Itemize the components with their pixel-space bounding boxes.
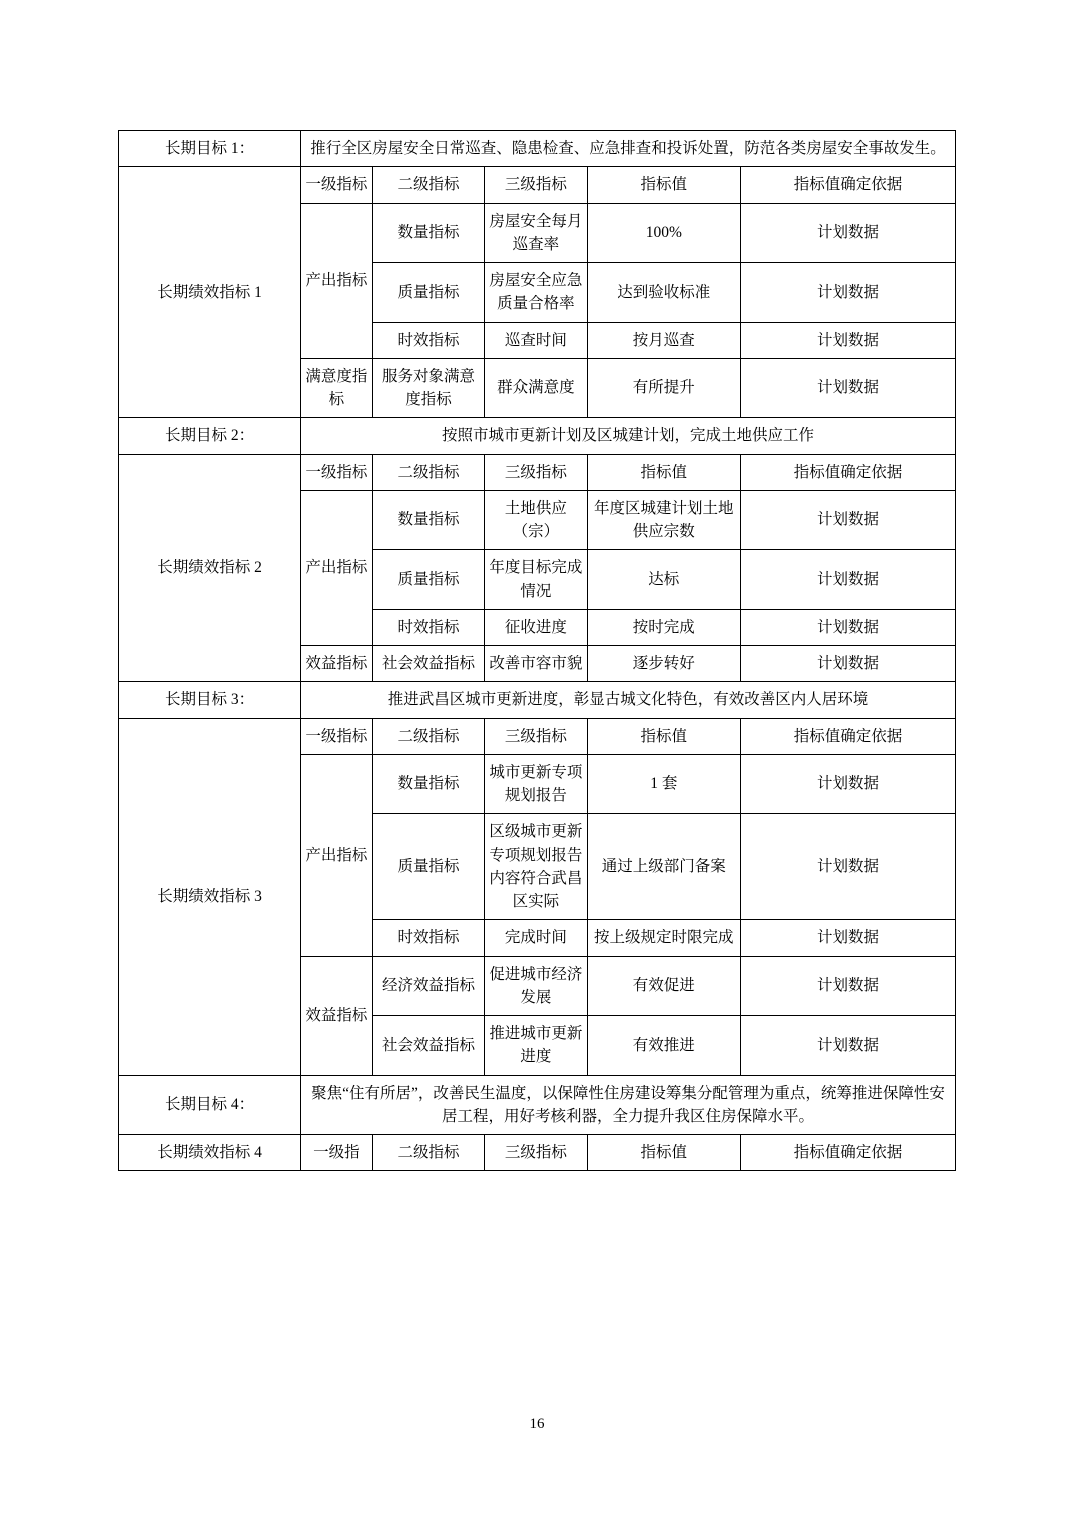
indicator1-group2-level1: 满意度指标 [301, 358, 373, 418]
indicator2-level2: 数量指标 [372, 490, 485, 550]
indicator3-level2: 时效指标 [372, 920, 485, 956]
indicator1-level3: 巡查时间 [485, 322, 587, 358]
indicator1-header-level2: 二级指标 [372, 167, 485, 203]
indicator3-value: 按上级规定时限完成 [587, 920, 740, 956]
indicator3-header-basis: 指标值确定依据 [741, 718, 956, 754]
goal4-label: 长期目标 4： [119, 1075, 301, 1135]
indicator1-level2: 质量指标 [372, 263, 485, 323]
indicator3-level3: 城市更新专项规划报告 [485, 754, 587, 814]
indicator2-basis: 计划数据 [741, 646, 956, 682]
indicator4-header-level1: 一级指 [301, 1135, 373, 1171]
indicator1-level3: 房屋安全每月巡查率 [485, 203, 587, 263]
indicator3-value: 有效推进 [587, 1016, 740, 1076]
indicator3-level2: 数量指标 [372, 754, 485, 814]
indicator4-row-label: 长期绩效指标 4 [119, 1135, 301, 1171]
indicator2-value: 达标 [587, 550, 740, 610]
indicator3-level2: 经济效益指标 [372, 956, 485, 1016]
goal3-text: 推进武昌区城市更新进度，彰显古城文化特色，有效改善区内人居环境 [301, 682, 956, 718]
indicator2-basis: 计划数据 [741, 490, 956, 550]
indicator1-basis: 计划数据 [741, 322, 956, 358]
indicator2-level2: 质量指标 [372, 550, 485, 610]
indicator2-value: 年度区城建计划土地供应宗数 [587, 490, 740, 550]
indicator2-group1-level1: 产出指标 [301, 490, 373, 645]
indicator1-level2: 服务对象满意度指标 [372, 358, 485, 418]
indicator2-level3: 年度目标完成情况 [485, 550, 587, 610]
indicator3-level3: 促进城市经济发展 [485, 956, 587, 1016]
page-number: 16 [529, 1416, 545, 1432]
indicator1-value: 100% [587, 203, 740, 263]
indicator4-header-basis: 指标值确定依据 [741, 1135, 956, 1171]
indicator2-basis: 计划数据 [741, 609, 956, 645]
indicator1-value: 有所提升 [587, 358, 740, 418]
indicator4-header-value: 指标值 [587, 1135, 740, 1171]
indicator1-row-label: 长期绩效指标 1 [119, 167, 301, 418]
indicator3-header-level1: 一级指标 [301, 718, 373, 754]
table-row [119, 131, 956, 167]
indicator3-basis: 计划数据 [741, 754, 956, 814]
table-row [119, 167, 956, 203]
indicator3-level3: 推进城市更新进度 [485, 1016, 587, 1076]
indicator2-group2-level1: 效益指标 [301, 646, 373, 682]
indicator2-basis: 计划数据 [741, 550, 956, 610]
indicator2-level3: 改善市容市貌 [485, 646, 587, 682]
table-row [119, 718, 956, 754]
indicator2-level2: 时效指标 [372, 609, 485, 645]
indicator1-header-value: 指标值 [587, 167, 740, 203]
indicator4-header-level3: 三级指标 [485, 1135, 587, 1171]
indicator1-header-basis: 指标值确定依据 [741, 167, 956, 203]
indicator3-value: 有效促进 [587, 956, 740, 1016]
goal2-label: 长期目标 2： [119, 418, 301, 454]
indicator2-header-basis: 指标值确定依据 [741, 454, 956, 490]
indicator2-header-value: 指标值 [587, 454, 740, 490]
indicator1-value: 达到验收标准 [587, 263, 740, 323]
indicator1-basis: 计划数据 [741, 203, 956, 263]
indicator2-level3: 征收进度 [485, 609, 587, 645]
indicator3-header-level2: 二级指标 [372, 718, 485, 754]
indicator2-level3: 土地供应（宗） [485, 490, 587, 550]
indicator3-group1-level1: 产出指标 [301, 754, 373, 956]
indicator1-level2: 数量指标 [372, 203, 485, 263]
indicator3-basis: 计划数据 [741, 956, 956, 1016]
indicator3-level2: 质量指标 [372, 814, 485, 920]
indicator1-group1-level1: 产出指标 [301, 203, 373, 358]
indicator1-basis: 计划数据 [741, 358, 956, 418]
indicator1-value: 按月巡查 [587, 322, 740, 358]
table-row [119, 418, 956, 454]
indicator3-basis: 计划数据 [741, 814, 956, 920]
table-row [119, 682, 956, 718]
indicator3-level2: 社会效益指标 [372, 1016, 485, 1076]
indicator2-header-level2: 二级指标 [372, 454, 485, 490]
indicator2-header-level3: 三级指标 [485, 454, 587, 490]
indicator1-header-level3: 三级指标 [485, 167, 587, 203]
indicator3-level3: 区级城市更新专项规划报告内容符合武昌区实际 [485, 814, 587, 920]
performance-indicator-table [118, 130, 956, 1171]
indicator1-header-level1: 一级指标 [301, 167, 373, 203]
indicator3-row-label: 长期绩效指标 3 [119, 718, 301, 1075]
indicator2-row-label: 长期绩效指标 2 [119, 454, 301, 682]
indicator3-group2-level1: 效益指标 [301, 956, 373, 1075]
goal1-text: 推行全区房屋安全日常巡查、隐患检查、应急排查和投诉处置，防范各类房屋安全事故发生。 [301, 131, 956, 167]
indicator3-value: 1 套 [587, 754, 740, 814]
indicator2-value: 逐步转好 [587, 646, 740, 682]
indicator1-level2: 时效指标 [372, 322, 485, 358]
indicator3-basis: 计划数据 [741, 920, 956, 956]
indicator1-level3: 群众满意度 [485, 358, 587, 418]
indicator4-header-level2: 二级指标 [372, 1135, 485, 1171]
indicator2-value: 按时完成 [587, 609, 740, 645]
indicator3-value: 通过上级部门备案 [587, 814, 740, 920]
goal2-text: 按照市城市更新计划及区城建计划，完成土地供应工作 [301, 418, 956, 454]
indicator3-basis: 计划数据 [741, 1016, 956, 1076]
table-row [119, 1135, 956, 1171]
table-row [119, 454, 956, 490]
indicator3-level3: 完成时间 [485, 920, 587, 956]
indicator2-level2: 社会效益指标 [372, 646, 485, 682]
goal3-label: 长期目标 3： [119, 682, 301, 718]
goal1-label: 长期目标 1： [119, 131, 301, 167]
indicator3-header-level3: 三级指标 [485, 718, 587, 754]
indicator2-header-level1: 一级指标 [301, 454, 373, 490]
indicator1-level3: 房屋安全应急质量合格率 [485, 263, 587, 323]
table-row [119, 1075, 956, 1135]
indicator3-header-value: 指标值 [587, 718, 740, 754]
goal4-text: 聚焦“住有所居”，改善民生温度，以保障性住房建设筹集分配管理为重点，统筹推进保障性安居工程，用好考核利器，全力提升我区住房保障水平。 [301, 1075, 956, 1135]
indicator1-basis: 计划数据 [741, 263, 956, 323]
